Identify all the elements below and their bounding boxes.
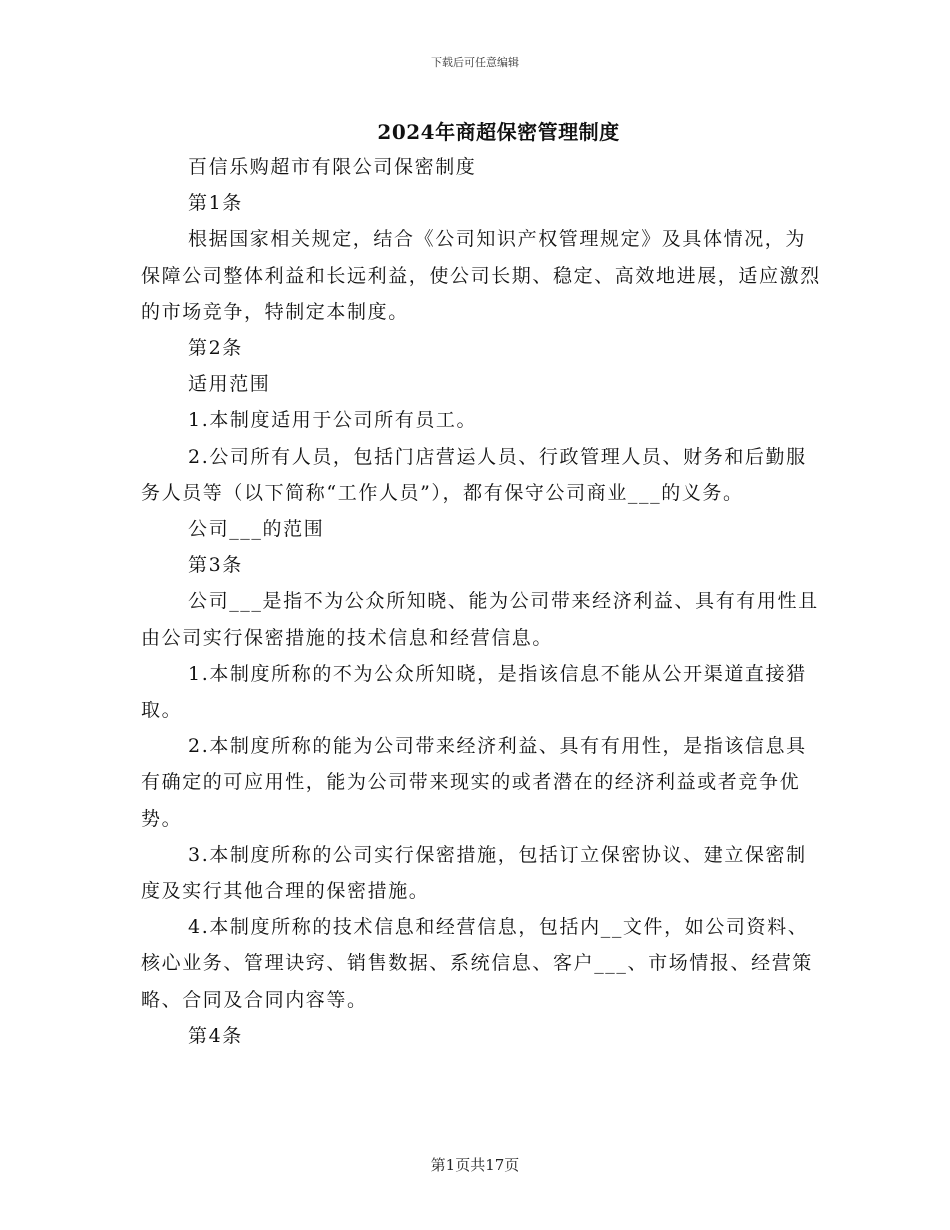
paragraph-company-heading: 百信乐购超市有限公司保密制度	[188, 156, 477, 178]
paragraph-article-4: 第4条	[188, 1024, 243, 1047]
paragraph-scope-heading: 适用范围	[188, 373, 271, 396]
header-note: 下载后可任意编辑	[431, 56, 519, 69]
paragraph-article-3: 第3条	[188, 554, 243, 577]
page-number: 第1页共17页	[430, 1156, 520, 1174]
paragraph-secret-scope-heading: 公司___的范围	[188, 518, 325, 541]
paragraph-scope-item-1: 1.本制度适用于公司所有员工。	[188, 409, 478, 432]
paragraph-scope-item-2: 2.公司所有人员，包括门店营运人员、行政管理人员、财务和后勤服务人员等（以下简称“工作人员”），都有保守公司商业___的义务。	[141, 445, 807, 504]
document-body	[141, 149, 821, 1054]
paragraph-definition-item-4: 4.本制度所称的技术信息和经营信息，包括内__文件，如公司资料、核心业务、管理诀窍、销售数据、系统信息、客户___、市场情报、经营策略、合同及合同内容等。	[141, 916, 813, 1011]
paragraph-definition-item-2: 2.本制度所称的能为公司带来经济利益、具有有用性，是指该信息具有确定的可应用性，能为公司带来现实的或者潜在的经济利益或者竞争优势。	[141, 735, 807, 830]
paragraph-definition: 公司___是指不为公众所知晓、能为公司带来经济利益、具有有用性且由公司实行保密措施的技术信息和经营信息。	[141, 590, 819, 649]
paragraph-purpose: 根据国家相关规定，结合《公司知识产权管理规定》及具体情况，为保障公司整体利益和长远利益，使公司长期、稳定、高效地进展，适应激烈的市场竞争，特制定本制度。	[141, 228, 821, 323]
paragraph-definition-item-1: 1.本制度所称的不为公众所知晓，是指该信息不能从公开渠道直接猎取。	[141, 662, 807, 722]
paragraph-article-1: 第1条	[188, 192, 243, 215]
paragraph-definition-item-3: 3.本制度所称的公司实行保密措施，包括订立保密协议、建立保密制度及实行其他合理的保密措施。	[141, 843, 807, 903]
document-title: 2024年商超保密管理制度	[377, 120, 620, 144]
paragraph-article-2: 第2条	[188, 337, 243, 360]
